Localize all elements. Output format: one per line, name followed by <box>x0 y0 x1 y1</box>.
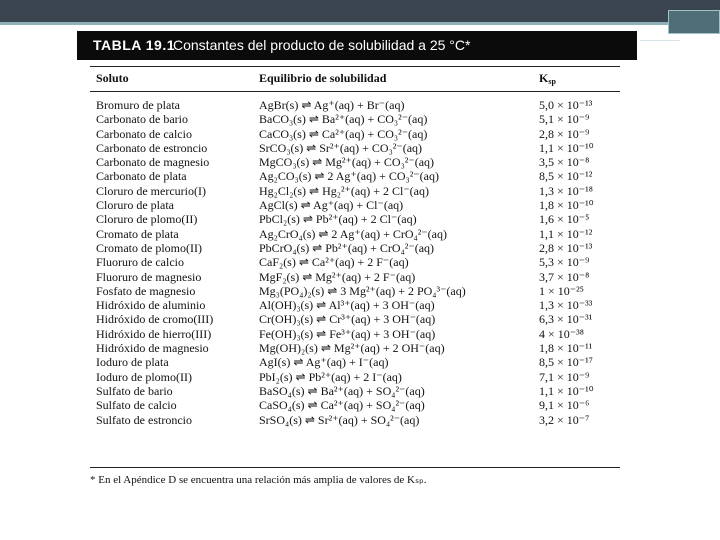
soluto-cell: Ioduro de plata <box>96 355 169 370</box>
ksp-cell: 1,8 × 10⁻¹⁰ <box>539 198 594 213</box>
soluto-cell: Ioduro de plomo(II) <box>96 369 192 384</box>
ksp-cell: 3,5 × 10⁻⁸ <box>539 155 590 170</box>
solubility-table-image <box>77 31 637 491</box>
column-header-equilibrio: Equilibrio de solubilidad <box>259 71 387 85</box>
table-row <box>77 212 637 226</box>
ksp-cell: 1,3 × 10⁻³³ <box>539 298 593 313</box>
soluto-cell: Carbonato de calcio <box>96 126 192 141</box>
ksp-cell: 5,3 × 10⁻⁹ <box>539 255 590 270</box>
ksp-cell: 1,3 × 10⁻¹⁸ <box>539 183 593 198</box>
table-row <box>77 241 637 255</box>
soluto-cell: Cloruro de mercurio(I) <box>96 183 206 198</box>
equilibrium-cell: Mg(OH)₂(s) ⇌ Mg²⁺(aq) + 2 OH⁻(aq) <box>259 341 445 356</box>
ksp-cell: 1,8 × 10⁻¹¹ <box>539 341 593 356</box>
ksp-cell: 1,1 × 10⁻¹⁰ <box>539 383 594 398</box>
table-row <box>77 169 637 183</box>
soluto-cell: Carbonato de magnesio <box>96 155 210 170</box>
table-body <box>77 98 637 427</box>
soluto-cell: Hidróxido de magnesio <box>96 341 209 356</box>
ksp-cell: 2,8 × 10⁻⁹ <box>539 126 590 141</box>
table-row <box>77 370 637 384</box>
table-row <box>77 341 637 355</box>
table-row <box>77 398 637 412</box>
ksp-subscript: sp <box>548 77 556 86</box>
table-row <box>77 413 637 427</box>
ksp-cell: 8,5 × 10⁻¹² <box>539 169 593 184</box>
equilibrium-cell: PbCrO₄(s) ⇌ Pb²⁺(aq) + CrO₄²⁻(aq) <box>259 240 435 255</box>
soluto-cell: Hidróxido de hierro(III) <box>96 326 212 341</box>
slide-decoration-line <box>640 40 680 41</box>
ksp-cell: 1 × 10⁻²⁵ <box>539 283 584 298</box>
soluto-cell: Hidróxido de aluminio <box>96 298 206 313</box>
ksp-cell: 1,1 × 10⁻¹² <box>539 226 593 241</box>
soluto-cell: Cloruro de plata <box>96 198 174 213</box>
equilibrium-cell: AgI(s) ⇌ Ag⁺(aq) + I⁻(aq) <box>259 355 389 370</box>
table-row <box>77 270 637 284</box>
soluto-cell: Sulfato de estroncio <box>96 412 192 427</box>
soluto-cell: Fluoruro de magnesio <box>96 269 202 284</box>
column-header-ksp <box>539 71 556 86</box>
table-row <box>77 384 637 398</box>
ksp-cell: 5,1 × 10⁻⁹ <box>539 112 590 127</box>
table-row <box>77 298 637 312</box>
table-row <box>77 155 637 169</box>
table-row <box>77 255 637 269</box>
ksp-cell: 7,1 × 10⁻⁹ <box>539 369 590 384</box>
ksp-cell: 3,2 × 10⁻⁷ <box>539 412 590 427</box>
equilibrium-cell: BaSO₄(s) ⇌ Ba²⁺(aq) + SO₄²⁻(aq) <box>259 383 425 398</box>
table-row <box>77 284 637 298</box>
equilibrium-cell: SrSO₄(s) ⇌ Sr²⁺(aq) + SO₄²⁻(aq) <box>259 412 420 427</box>
ksp-cell: 1,1 × 10⁻¹⁰ <box>539 140 594 155</box>
table-row <box>77 141 637 155</box>
equilibrium-cell: PbI₂(s) ⇌ Pb²⁺(aq) + 2 I⁻(aq) <box>259 369 402 384</box>
table-title: Constantes del producto de solubilidad a 25 °C* <box>173 37 471 53</box>
equilibrium-cell: Hg₂Cl₂(s) ⇌ Hg₂²⁺(aq) + 2 Cl⁻(aq) <box>259 183 429 198</box>
ksp-cell: 6,3 × 10⁻³¹ <box>539 312 593 327</box>
ksp-cell: 3,7 × 10⁻⁸ <box>539 269 590 284</box>
equilibrium-cell: MgF₂(s) ⇌ Mg²⁺(aq) + 2 F⁻(aq) <box>259 269 416 284</box>
equilibrium-cell: AgCl(s) ⇌ Ag⁺(aq) + Cl⁻(aq) <box>259 198 404 213</box>
bottom-rule <box>90 467 620 468</box>
equilibrium-cell: SrCO₃(s) ⇌ Sr²⁺(aq) + CO₃²⁻(aq) <box>259 140 423 155</box>
table-row <box>77 127 637 141</box>
table-row <box>77 98 637 112</box>
soluto-cell: Carbonato de plata <box>96 169 187 184</box>
slide-corner-decoration <box>668 10 720 34</box>
equilibrium-cell: Mg₃(PO₄)₂(s) ⇌ 3 Mg²⁺(aq) + 2 PO₄³⁻(aq) <box>259 283 466 298</box>
slide-top-accent-line <box>0 22 720 25</box>
table-row <box>77 112 637 126</box>
soluto-cell: Fosfato de magnesio <box>96 283 196 298</box>
ksp-cell: 9,1 × 10⁻⁶ <box>539 398 590 413</box>
soluto-cell: Cromato de plata <box>96 226 179 241</box>
table-row <box>77 312 637 326</box>
equilibrium-cell: PbCl₂(s) ⇌ Pb²⁺(aq) + 2 Cl⁻(aq) <box>259 212 417 227</box>
ksp-cell: 5,0 × 10⁻¹³ <box>539 98 593 112</box>
equilibrium-cell: Ag₂CO₃(s) ⇌ 2 Ag⁺(aq) + CO₃²⁻(aq) <box>259 169 439 184</box>
ksp-cell: 4 × 10⁻³⁸ <box>539 326 584 341</box>
equilibrium-cell: CaCO₃(s) ⇌ Ca²⁺(aq) + CO₃²⁻(aq) <box>259 126 428 141</box>
equilibrium-cell: CaSO₄(s) ⇌ Ca²⁺(aq) + SO₄²⁻(aq) <box>259 398 425 413</box>
equilibrium-cell: MgCO₃(s) ⇌ Mg²⁺(aq) + CO₃²⁻(aq) <box>259 155 435 170</box>
equilibrium-cell: Ag₂CrO₄(s) ⇌ 2 Ag⁺(aq) + CrO₄²⁻(aq) <box>259 226 447 241</box>
ksp-cell: 2,8 × 10⁻¹³ <box>539 240 593 255</box>
equilibrium-cell: AgBr(s) ⇌ Ag⁺(aq) + Br⁻(aq) <box>259 98 405 112</box>
soluto-cell: Sulfato de calcio <box>96 398 177 413</box>
table-row <box>77 327 637 341</box>
soluto-cell: Fluoruro de calcio <box>96 255 184 270</box>
equilibrium-cell: Al(OH)₃(s) ⇌ Al³⁺(aq) + 3 OH⁻(aq) <box>259 298 435 313</box>
equilibrium-cell: Fe(OH)₃(s) ⇌ Fe³⁺(aq) + 3 OH⁻(aq) <box>259 326 436 341</box>
equilibrium-cell: CaF₂(s) ⇌ Ca²⁺(aq) + 2 F⁻(aq) <box>259 255 409 270</box>
soluto-cell: Cromato de plomo(II) <box>96 240 202 255</box>
ksp-symbol: K <box>539 71 549 85</box>
soluto-cell: Cloruro de plomo(II) <box>96 212 198 227</box>
top-rule <box>90 66 620 67</box>
table-header-bar <box>77 31 637 60</box>
header-rule <box>90 91 620 92</box>
table-row <box>77 355 637 369</box>
table-row <box>77 198 637 212</box>
ksp-cell: 8,5 × 10⁻¹⁷ <box>539 355 593 370</box>
table-row <box>77 227 637 241</box>
equilibrium-cell: Cr(OH)₃(s) ⇌ Cr³⁺(aq) + 3 OH⁻(aq) <box>259 312 436 327</box>
soluto-cell: Bromuro de plata <box>96 98 180 112</box>
soluto-cell: Hidróxido de cromo(III) <box>96 312 214 327</box>
column-header-soluto: Soluto <box>96 71 129 85</box>
soluto-cell: Carbonato de bario <box>96 112 188 127</box>
soluto-cell: Carbonato de estroncio <box>96 140 208 155</box>
slide-top-bar <box>0 0 720 22</box>
equilibrium-cell: BaCO₃(s) ⇌ Ba²⁺(aq) + CO₃²⁻(aq) <box>259 112 428 127</box>
table-row <box>77 184 637 198</box>
soluto-cell: Sulfato de bario <box>96 383 173 398</box>
table-number: TABLA 19.1 <box>93 37 176 53</box>
ksp-cell: 1,6 × 10⁻⁵ <box>539 212 590 227</box>
table-footnote: * En el Apéndice D se encuentra una relación más amplia de valores de Kₛₚ. <box>90 474 427 486</box>
